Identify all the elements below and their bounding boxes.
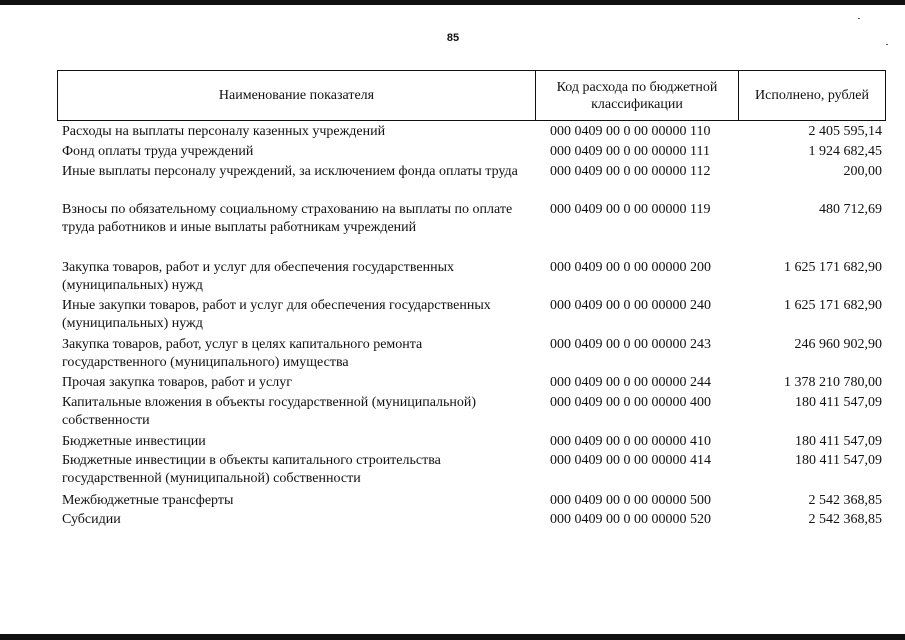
scan-speck <box>886 44 888 45</box>
row-code: 000 0409 00 0 00 00000 520 <box>550 512 711 527</box>
row-amount: 1 625 171 682,90 <box>784 260 882 275</box>
row-name: Субсидии <box>62 512 121 527</box>
row-amount: 2 405 595,14 <box>808 124 882 139</box>
row-code: 000 0409 00 0 00 00000 112 <box>550 164 711 179</box>
header-name: Наименование показателя <box>58 71 536 120</box>
row-code: 000 0409 00 0 00 00000 119 <box>550 202 711 217</box>
row-amount: 180 411 547,09 <box>795 453 882 468</box>
table-header <box>57 70 886 121</box>
row-code: 000 0409 00 0 00 00000 111 <box>550 144 710 159</box>
row-code: 000 0409 00 0 00 00000 414 <box>550 453 711 468</box>
row-code: 000 0409 00 0 00 00000 240 <box>550 298 711 313</box>
row-name: Фонд оплаты труда учреждений <box>62 144 254 159</box>
row-name: Закупка товаров, работ и услуг для обеспечения государственных (муниципальных) нужд <box>62 260 455 293</box>
scan-speck <box>858 18 860 19</box>
row-name: Расходы на выплаты персоналу казенных учреждений <box>62 124 386 139</box>
row-name: Межбюджетные трансферты <box>62 493 234 508</box>
row-name: Закупка товаров, работ, услуг в целях капитального ремонта государственного (муниципального) имущества <box>62 337 423 370</box>
row-amount: 1 378 210 780,00 <box>784 375 882 390</box>
row-amount: 180 411 547,09 <box>795 434 882 449</box>
bottom-scan-edge <box>0 634 905 640</box>
row-code: 000 0409 00 0 00 00000 410 <box>550 434 711 449</box>
row-code: 000 0409 00 0 00 00000 243 <box>550 337 711 352</box>
row-name: Прочая закупка товаров, работ и услуг <box>62 375 292 390</box>
row-amount: 1 924 682,45 <box>808 144 882 159</box>
top-scan-edge <box>0 0 905 5</box>
row-amount: 2 542 368,85 <box>808 512 882 527</box>
header-code: Код расхода по бюджетной классификации <box>536 71 739 120</box>
row-amount: 180 411 547,09 <box>795 395 882 410</box>
row-amount: 200,00 <box>843 164 882 179</box>
row-amount: 1 625 171 682,90 <box>784 298 882 313</box>
row-name: Капитальные вложения в объекты государственной (муниципальной) собственности <box>62 395 477 428</box>
row-code: 000 0409 00 0 00 00000 200 <box>550 260 711 275</box>
row-code: 000 0409 00 0 00 00000 110 <box>550 124 711 139</box>
row-amount: 2 542 368,85 <box>808 493 882 508</box>
row-code: 000 0409 00 0 00 00000 500 <box>550 493 711 508</box>
row-name: Бюджетные инвестиции в объекты капитального строительства государственной (муниципальной) собственности <box>62 453 441 486</box>
row-name: Иные закупки товаров, работ и услуг для обеспечения государственных (муниципальных) нужд <box>62 298 491 331</box>
row-code: 000 0409 00 0 00 00000 400 <box>550 395 711 410</box>
page-number: 85 <box>446 32 460 44</box>
row-amount: 480 712,69 <box>819 202 882 217</box>
row-amount: 246 960 902,90 <box>794 337 882 352</box>
row-code: 000 0409 00 0 00 00000 244 <box>550 375 711 390</box>
row-name: Взносы по обязательному социальному страхованию на выплаты по оплате труда работников и иные выплаты работникам учреждений <box>62 202 513 235</box>
header-amount: Исполнено, рублей <box>755 88 869 103</box>
row-name: Иные выплаты персоналу учреждений, за исключением фонда оплаты труда <box>62 164 518 179</box>
row-name: Бюджетные инвестиции <box>62 434 206 449</box>
